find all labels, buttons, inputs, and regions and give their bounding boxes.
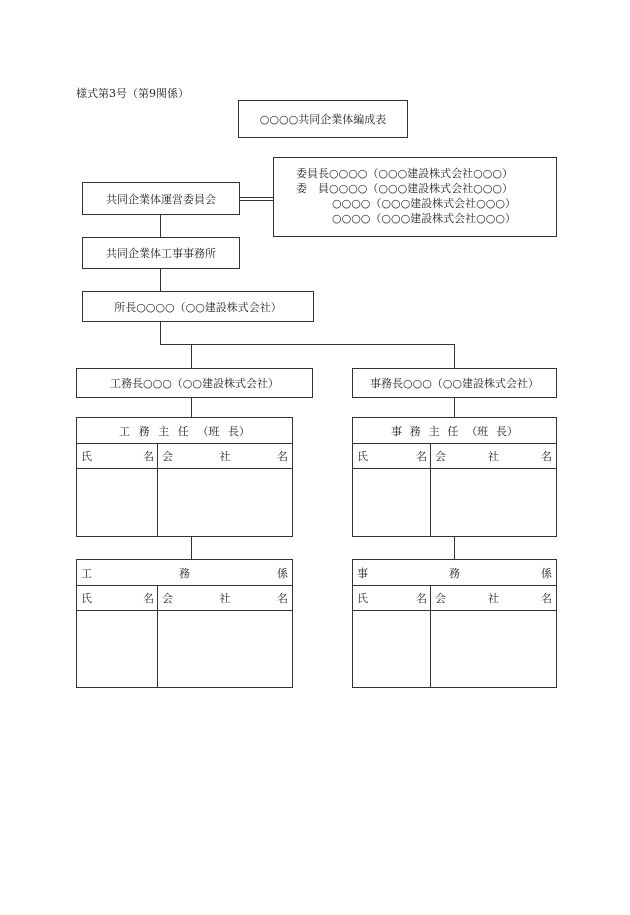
col-header-name: 氏 名 <box>81 450 154 463</box>
table-title-row <box>77 560 292 586</box>
connector-line <box>240 200 273 201</box>
admin-chief-table <box>352 417 557 537</box>
col-header-company: 会 社 名 <box>162 592 288 605</box>
col-header-name: 氏 名 <box>81 592 154 605</box>
column-divider <box>157 586 158 687</box>
works-chief-table <box>76 417 293 537</box>
connector-line <box>160 215 161 237</box>
member-chair: 委員長○○○○（○○○建設株式会社○○○） <box>296 167 513 180</box>
column-divider <box>430 586 431 687</box>
connector-line <box>454 537 455 559</box>
works-manager-label: 工務長○○○（○○建設株式会社） <box>110 377 279 390</box>
works-manager-box <box>76 368 313 398</box>
office-label: 共同企業体工事事務所 <box>106 247 216 260</box>
office-box <box>82 237 240 269</box>
member-row: ○○○○（○○○建設株式会社○○○） <box>332 212 516 225</box>
connector-line <box>240 197 273 198</box>
connector-line <box>191 398 192 417</box>
table-header-row <box>77 586 292 611</box>
branch-line <box>160 344 191 345</box>
admin-staff-table <box>352 559 557 688</box>
column-divider <box>430 444 431 536</box>
connector-line <box>191 537 192 559</box>
connector-line <box>160 322 161 344</box>
title-box <box>238 100 408 138</box>
table-title: 工 務 係 <box>81 566 288 580</box>
director-label: 所長○○○○（○○建設株式会社） <box>114 300 282 314</box>
table-header-row <box>353 444 556 469</box>
connector-line <box>454 344 455 368</box>
table-title-row <box>353 418 556 444</box>
col-header-company: 会 社 名 <box>435 450 552 463</box>
col-header-name: 氏 名 <box>357 592 427 605</box>
col-header-company: 会 社 名 <box>162 450 288 463</box>
table-title: 事 務 係 <box>357 566 552 580</box>
committee-label: 共同企業体運営委員会 <box>106 192 216 206</box>
admin-manager-label: 事務長○○○（○○建設株式会社） <box>370 377 539 390</box>
member-row: ○○○○（○○○建設株式会社○○○） <box>332 197 516 210</box>
committee-box <box>82 182 240 215</box>
page-title: ○○○○共同企業体編成表 <box>259 113 387 126</box>
admin-manager-box <box>352 368 557 398</box>
director-box <box>82 291 314 322</box>
connector-line <box>191 344 192 368</box>
branch-line <box>191 344 454 345</box>
committee-members-box <box>273 157 557 237</box>
member-row: 委 員○○○○（○○○建設株式会社○○○） <box>296 182 513 195</box>
table-title: 工 務 主 任 （班 長） <box>119 424 250 438</box>
form-number: 様式第3号（第9関係） <box>76 87 189 100</box>
table-title-row <box>77 418 292 444</box>
committee-members-list <box>296 158 516 226</box>
column-divider <box>157 444 158 536</box>
col-header-name: 氏 名 <box>357 450 427 463</box>
works-staff-table <box>76 559 293 688</box>
connector-line <box>160 269 161 291</box>
table-title-row <box>353 560 556 586</box>
col-header-company: 会 社 名 <box>435 592 552 605</box>
connector-line <box>454 398 455 417</box>
table-title: 事 務 主 任 （班 長） <box>391 424 518 438</box>
table-header-row <box>353 586 556 611</box>
table-header-row <box>77 444 292 469</box>
